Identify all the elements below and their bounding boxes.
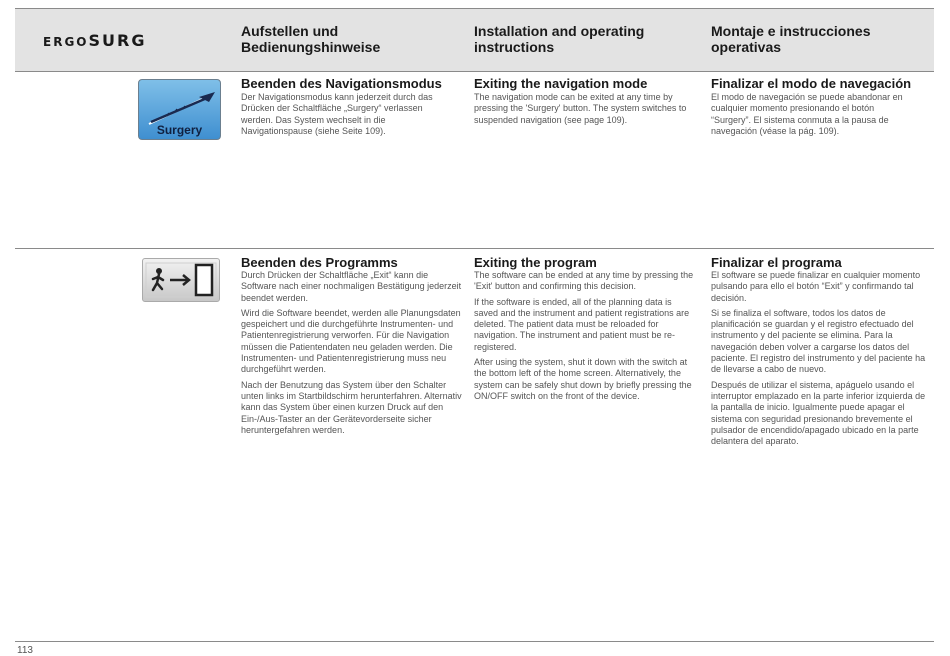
header-col-german: Aufstellen und Bedienungshinweise xyxy=(241,23,381,55)
section1-es-title: Finalizar el modo de navegación xyxy=(711,76,912,91)
section2-de-paragraph-3: Nach der Benutzung das System über den Schalter unten links im Startbildschirm herunterfahren. Alternativ kann das System über einen kurzen Druck auf den Ein-/Aus-Taster an der Gerätevorderseite sicher heruntergefahren werden. xyxy=(241,379,462,435)
section2-en-paragraph-3: After using the system, shut it down with the switch at the bottom left of the home screen. Alternatively, the system can be safely shut down by briefly pressing the ON/OFF switch on the front of the device. xyxy=(474,357,692,401)
exit-button[interactable] xyxy=(142,258,220,302)
section1-de-text xyxy=(241,92,456,141)
section2-es-paragraph-3: Después de utilizar el sistema, apáguelo usando el interruptor emplazado en la parte inferior izquierda de la pantalla de inicio. Igualmente puede apagar el sistema con seguridad presionando brevemente el pulsador de encendido/apagado ubicado en la parte delantera del aparato. xyxy=(711,379,926,447)
logo-prefix: ERGO xyxy=(43,35,89,49)
brand-logo xyxy=(43,33,146,49)
section-divider xyxy=(15,248,934,249)
section2-de-paragraph-1: Durch Drücken der Schaltfläche „Exit“ kann die Software nach einer nochmaligen Bestätigung jederzeit beendet werden. xyxy=(241,270,462,303)
section2-es-title: Finalizar el programa xyxy=(711,255,842,270)
section1-en-text xyxy=(474,92,698,130)
exit-door-icon xyxy=(143,259,219,301)
section1-es-paragraph: El modo de navegación se puede abandonar en cualquier momento presionando el botón “Surgery”. El sistema conmuta a la pausa de navegación (véase la pág. 109). xyxy=(711,92,903,136)
section2-es-paragraph-2: Si se finaliza el software, todos los datos de planificación se guardan y el registro efectuado del instrumento y del paciente se elimina. Para la navegación deben volver a cargarse los datos del paciente. El registro del instrumento y del paciente ha de llevarse a cabo de nuevo. xyxy=(711,307,926,375)
section2-en-paragraph-2: If the software is ended, all of the planning data is saved and the instrument and patient registrations are deleted. The patient data must be reloaded for navigation. The instrument and patient must be re-registered. xyxy=(474,296,690,352)
header-col-english: Installation and operating instructions xyxy=(474,23,645,55)
section2-de-paragraph-2: Wird die Software beendet, werden alle Planungsdaten gespeichert und die durchgeführte Instrumenten- und Patientenregistrierung verworfen. Für die Navigation müssen die Patientendaten neu geladen werden. Die Instrumenten- und Patientenregistrierung muss neu durchgeführt werden. xyxy=(241,307,461,375)
surgery-button[interactable] xyxy=(138,79,221,140)
surgery-button-label: Surgery xyxy=(156,123,203,137)
page-number: 113 xyxy=(17,645,33,656)
section2-en-title: Exiting the program xyxy=(474,255,597,270)
section2-de-title: Beenden des Programms xyxy=(241,255,398,270)
section2-en-text xyxy=(474,270,698,406)
section2-es-text xyxy=(711,270,931,451)
section1-de-title: Beenden des Navigationsmodus xyxy=(241,76,442,91)
logo-suffix: SURG xyxy=(88,31,147,50)
header-col-spanish: Montaje e instrucciones operativas xyxy=(711,23,871,55)
section2-es-paragraph-1: El software se puede finalizar en cualquier momento pulsando para ello el botón “Exit” y confirmando tal decisión. xyxy=(711,270,921,303)
page-header xyxy=(15,8,934,72)
section2-en-paragraph-1: The software can be ended at any time by pressing the 'Exit' button and confirming this decision. xyxy=(474,270,694,292)
section1-de-paragraph: Der Navigationsmodus kann jederzeit durch das Drücken der Schaltfläche „Surgery“ verlassen werden. Das System wechselt in die Navigationspause (siehe Seite 109). xyxy=(241,92,433,136)
section1-en-title: Exiting the navigation mode xyxy=(474,76,648,91)
section1-en-paragraph: The navigation mode can be exited at any time by pressing the 'Surgery' button. The system switches to suspended navigation (see page 109). xyxy=(474,92,687,125)
section2-de-text xyxy=(241,270,463,440)
section1-es-text xyxy=(711,92,911,141)
footer-rule xyxy=(15,641,934,642)
